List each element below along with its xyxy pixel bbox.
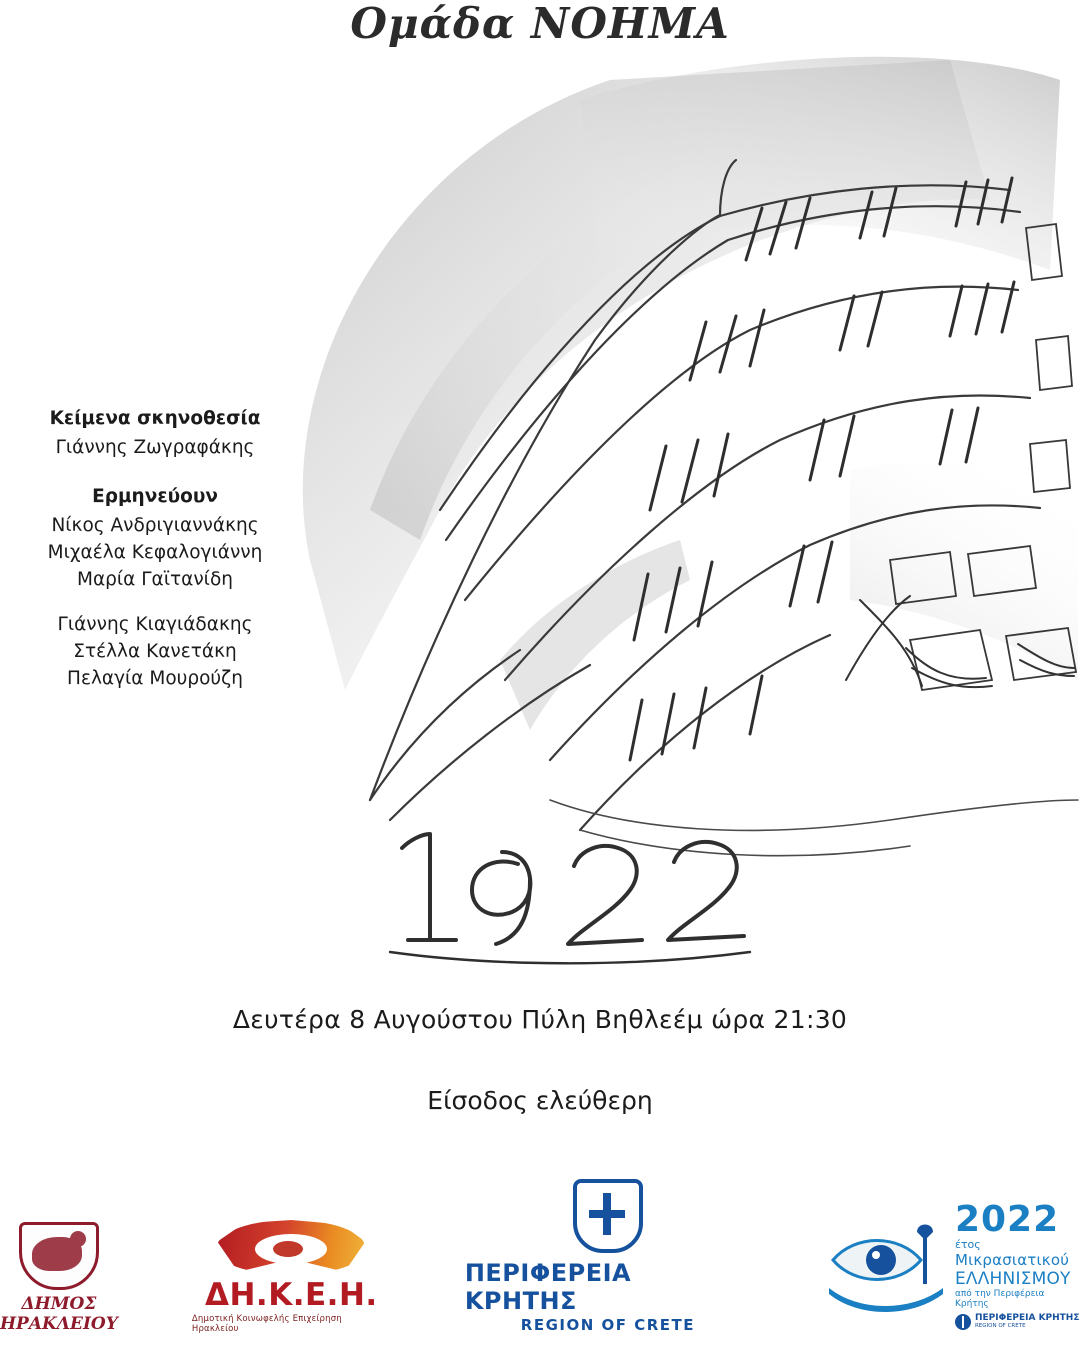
credits-spacer bbox=[20, 593, 290, 611]
badge-line1: ΠΕΡΙΦΕΡΕΙΑ ΚΡΗΤΗΣ bbox=[974, 1313, 1080, 1323]
logo-2022-line3: ΕΛΛΗΝΙΣΜΟΥ bbox=[954, 1269, 1071, 1289]
graphite-shading bbox=[303, 57, 1078, 730]
credits-group-direction bbox=[20, 405, 290, 461]
page-title: Ομάδα ΝΟΗΜΑ bbox=[350, 0, 730, 48]
credits-name: Γιάννης Ζωγραφάκης bbox=[55, 437, 255, 458]
heraklion-crest-icon bbox=[19, 1222, 99, 1290]
badge-shield-icon bbox=[955, 1314, 971, 1330]
logo-heraklion-line2: ΗΡΑΚΛΕΙΟΥ bbox=[0, 1314, 118, 1334]
logo-crete-line2: REGION OF CRETE bbox=[520, 1316, 695, 1334]
credits-role: Κείμενα σκηνοθεσία bbox=[49, 408, 261, 429]
artwork-year bbox=[390, 834, 750, 963]
credits-name: Μαρία Γαϊτανίδη bbox=[77, 569, 233, 590]
event-entry: Είσοδος ελεύθερη bbox=[427, 1086, 653, 1115]
logo-municipality-heraklion bbox=[0, 1222, 118, 1334]
logo-region-of-crete bbox=[465, 1179, 751, 1334]
eye-boat-lamp-icon bbox=[825, 1218, 949, 1318]
logo-anniversary-2022 bbox=[825, 1199, 1080, 1334]
logo-2022-line2: Μικρασιατικού bbox=[954, 1251, 1070, 1269]
credits-name: Γιάννης Κιαγιάδακης bbox=[57, 614, 253, 635]
credits-name: Νίκος Ανδριγιαννάκης bbox=[51, 515, 259, 536]
credits-name: Μιχαέλα Κεφαλογιάννη bbox=[47, 542, 263, 563]
credits-group-cast bbox=[20, 483, 290, 692]
logo-2022-line1: έτος bbox=[954, 1238, 981, 1251]
sponsor-logos bbox=[0, 1192, 1080, 1342]
crete-shield-icon bbox=[573, 1179, 643, 1253]
event-datetime-venue: Δευτέρα 8 Αυγούστου Πύλη Βηθλεέμ ώρα 21:30 bbox=[232, 1005, 848, 1034]
badge-line2: REGION OF CRETE bbox=[974, 1323, 1026, 1329]
logo-dikeh-subtitle: Δημοτική Κοινωφελής Επιχείρηση Ηρακλείου bbox=[191, 1314, 342, 1334]
logo-2022-line4: από την Περιφέρεια Κρήτης bbox=[954, 1289, 1045, 1309]
logo-2022-region-badge bbox=[955, 1313, 1080, 1330]
logo-crete-line1: ΠΕΡΙΦΕΡΕΙΑ ΚΡΗΤΗΣ bbox=[464, 1259, 632, 1315]
dikeh-wings-icon bbox=[211, 1216, 371, 1278]
event-info bbox=[0, 1005, 1080, 1115]
credits-name: Πελαγία Μουρούζη bbox=[67, 668, 243, 689]
logo-dikeh bbox=[192, 1216, 391, 1334]
logo-2022-year: 2022 bbox=[954, 1199, 1060, 1240]
sketch-artwork bbox=[250, 40, 1080, 1000]
logo-heraklion-line1: ΔΗΜΟΣ bbox=[21, 1294, 97, 1314]
logo-dikeh-name: ΔΗ.Κ.Ε.Η. bbox=[205, 1277, 378, 1313]
credits-role: Ερμηνεύουν bbox=[92, 486, 218, 507]
building-ground bbox=[550, 800, 1078, 856]
credits-block bbox=[20, 405, 290, 692]
credits-name: Στέλλα Κανετάκη bbox=[73, 641, 237, 662]
